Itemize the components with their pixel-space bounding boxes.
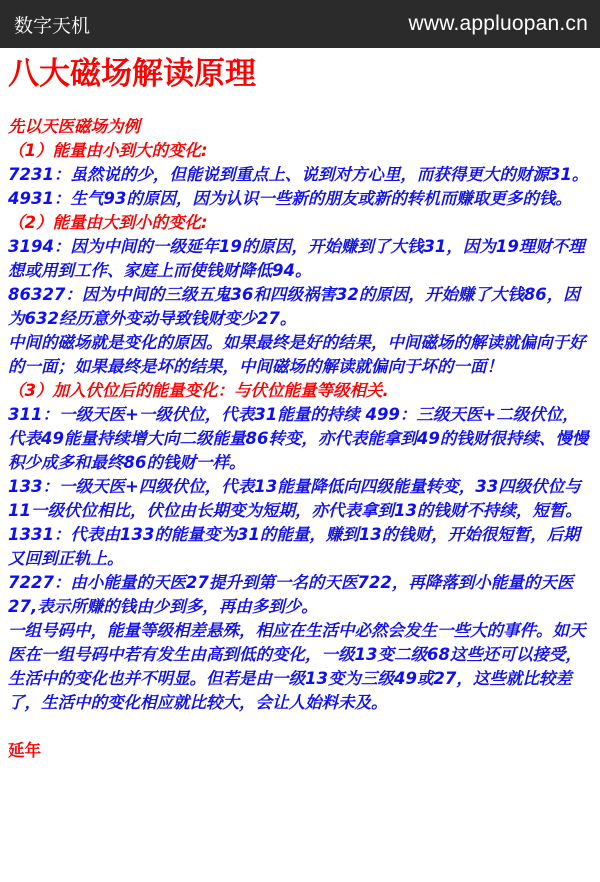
article-body xyxy=(0,48,600,763)
paragraph-4931: 4931：生气93的原因，因为认识一些新的朋友或新的转机而赚取更多的钱。 xyxy=(8,189,572,208)
paragraph-7227: 7227：由小能量的天医27提升到第一名的天医722，再降落到小能量的天医27,表示所赚的钱由少到多，再由多到少。 xyxy=(8,573,574,616)
top-bar xyxy=(0,0,600,48)
section-heading-1: （1）能量由小到大的变化: xyxy=(8,141,208,160)
site-url[interactable]: www.appluopan.cn xyxy=(408,12,588,35)
intro-text: 先以天医磁场为例 xyxy=(8,117,140,136)
paragraph-311: 311：一级天医+一级伏位，代表31能量的持续 499：三级天医+二级伏位，代表49能量持续增大向二级能量86转变，亦代表能拿到49的钱财很持续、慢慢积少成多和最终86的钱财一样。 xyxy=(8,405,589,472)
next-section-heading: 延年 xyxy=(8,741,41,760)
paragraph-86327: 86327：因为中间的三级五鬼36和四级祸害32的原因，开始赚了大钱86，因为632经历意外变动导致钱财变少27。 xyxy=(8,285,580,328)
paragraph-summary: 一组号码中，能量等级相差悬殊，相应在生活中必然会发生一些大的事件。如天医在一组号码中若有发生由高到低的变化，一级13变二级68这些还可以接受，生活中的变化也并不明显。但若是由一级13变为三级49或27，这些就比较差了，生活中的变化相应就比较大，会让人始料未及。 xyxy=(8,621,586,712)
paragraph-1331: 1331：代表由133的能量变为31的能量，赚到13的钱财，开始很短暂，后期又回到正轨上。 xyxy=(8,525,580,568)
paragraph-middle-field: 中间的磁场就是变化的原因。如果最终是好的结果，中间磁场的解读就偏向于好的一面；如果最终是坏的结果，中间磁场的解读就偏向于坏的一面！ xyxy=(8,333,586,376)
app-name: 数字天机 xyxy=(14,14,91,37)
section-heading-2: （2）能量由大到小的变化: xyxy=(8,213,208,232)
page-title: 八大磁场解读原理 xyxy=(8,56,256,92)
section-heading-3: （3）加入伏位后的能量变化：与伏位能量等级相关. xyxy=(8,381,389,400)
paragraph-3194: 3194：因为中间的一级延年19的原因，开始赚到了大钱31，因为19理财不理想或用到工作、家庭上而使钱财降低94。 xyxy=(8,237,585,280)
paragraph-133: 133：一级天医+四级伏位，代表13能量降低向四级能量转变，33四级伏位与11一级伏位相比，伏位由长期变为短期，亦代表拿到13的钱财不持续，短暂。 xyxy=(8,477,582,520)
paragraph-7231: 7231：虽然说的少，但能说到重点上、说到对方心里，而获得更大的财源31。 xyxy=(8,165,589,184)
